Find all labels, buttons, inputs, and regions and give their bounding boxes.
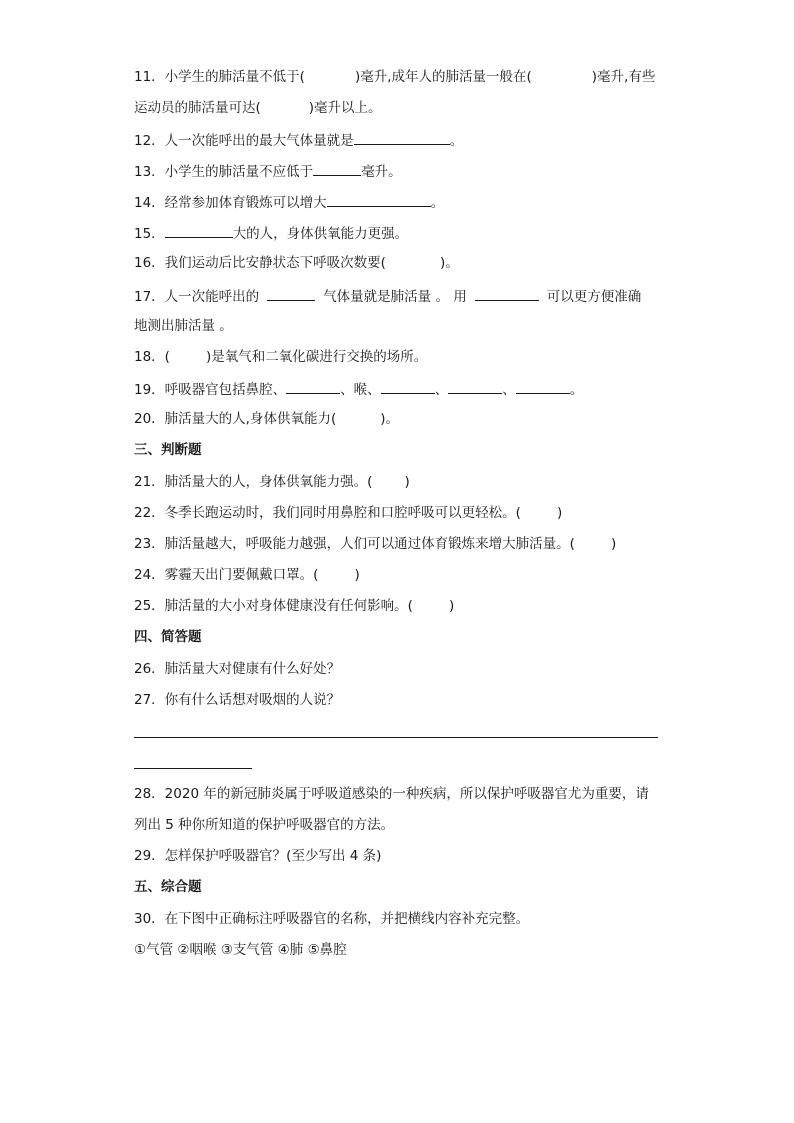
question-15-number: 15． xyxy=(134,226,165,242)
section-heading-judgement: 三、判断题 xyxy=(134,442,202,458)
question-11-text-d: 运动员的肺活量可达( xyxy=(134,100,261,116)
question-20-text: 20．肺活量大的人,身体供氧能力( xyxy=(134,411,337,427)
question-12 xyxy=(134,130,463,150)
answer-underline[interactable] xyxy=(516,379,570,394)
question-11-line-1 xyxy=(134,68,655,86)
answer-underline[interactable] xyxy=(327,192,431,207)
question-20 xyxy=(134,410,399,428)
question-17-text-b: 气体量就是肺活量 。 用 xyxy=(323,289,467,305)
answer-underline[interactable] xyxy=(381,379,435,394)
question-22-text: 22．冬季长跑运动时，我们同时用鼻腔和口腔呼吸可以更轻松。( xyxy=(134,505,521,521)
answer-underline[interactable] xyxy=(313,161,361,176)
question-19-text: 19．呼吸器官包括鼻腔、 xyxy=(134,382,287,398)
question-19-sep-2: 、 xyxy=(434,382,449,398)
question-24-end: ) xyxy=(354,567,360,583)
answer-underline[interactable] xyxy=(354,130,450,145)
question-25 xyxy=(134,597,454,615)
answer-underline[interactable] xyxy=(165,223,233,238)
question-19-sep-1: 、喉、 xyxy=(340,382,381,398)
question-26: 26．肺活量大对健康有什么好处？ xyxy=(134,661,341,677)
answer-underline[interactable] xyxy=(267,286,315,301)
question-15 xyxy=(134,223,408,243)
answer-underline[interactable] xyxy=(475,286,539,301)
question-14-end: 。 xyxy=(430,195,445,211)
question-13 xyxy=(134,161,402,181)
answer-underline[interactable] xyxy=(286,379,340,394)
question-11-text-a: 11．小学生的肺活量不低于( xyxy=(134,69,305,85)
question-11-text-c: )毫升,有些 xyxy=(591,69,656,85)
question-23 xyxy=(134,535,616,553)
question-28-line-2: 列出 5 种你所知道的保护呼吸器官的方法。 xyxy=(134,817,395,833)
question-17-line-2 xyxy=(134,317,233,335)
question-11-text-e: )毫升以上。 xyxy=(308,100,382,116)
question-18-text: )是氧气和二氧化碳进行交换的场所。 xyxy=(205,349,428,365)
question-19-sep-3: 、 xyxy=(502,382,516,398)
section-heading-short-answer: 四、简答题 xyxy=(134,629,202,645)
question-22 xyxy=(134,504,562,522)
question-30: 30．在下图中正确标注呼吸器官的名称，并把横线内容补充完整。 xyxy=(134,911,530,927)
question-22-end: ) xyxy=(556,505,563,521)
question-17-text-d: 地测出肺活量 。 xyxy=(134,318,233,334)
question-17-text-a: 17．人一次能呼出的 xyxy=(134,289,260,305)
question-17-line-1 xyxy=(134,286,641,306)
answer-underline[interactable] xyxy=(448,379,502,394)
question-15-text: 大的人，身体供氧能力更强。 xyxy=(232,226,409,242)
question-20-end: )。 xyxy=(380,411,400,427)
question-23-text: 23．肺活量越大，呼吸能力越强，人们可以通过体育锻炼来增大肺活量。( xyxy=(134,536,575,552)
question-12-text: 12．人一次能呼出的最大气体量就是 xyxy=(134,133,354,149)
question-18 xyxy=(134,348,427,366)
question-16-end: )。 xyxy=(439,255,459,271)
question-13-end: 毫升。 xyxy=(361,164,402,180)
question-24 xyxy=(134,566,360,584)
question-14-text: 14．经常参加体育锻炼可以增大 xyxy=(134,195,327,211)
question-18-number: 18．( xyxy=(134,349,170,365)
question-25-end: ) xyxy=(448,598,455,614)
question-24-text: 24．雾霾天出门要佩戴口罩。( xyxy=(134,567,319,583)
question-16 xyxy=(134,254,459,272)
question-13-text: 13．小学生的肺活量不应低于 xyxy=(134,164,314,180)
question-14 xyxy=(134,192,444,212)
question-16-text: 16．我们运动后比安静状态下呼吸次数要( xyxy=(134,255,386,271)
question-19 xyxy=(134,379,583,399)
question-23-end: ) xyxy=(610,536,617,552)
answer-line[interactable] xyxy=(134,737,658,738)
question-12-end: 。 xyxy=(449,133,464,149)
question-17-text-c: 可以更方便准确 xyxy=(546,289,642,305)
question-19-end: 。 xyxy=(569,382,584,398)
question-27: 27．你有什么话想对吸烟的人说？ xyxy=(134,692,341,708)
question-25-text: 25．肺活量的大小对身体健康没有任何影响。( xyxy=(134,598,413,614)
section-heading-comprehensive: 五、综合题 xyxy=(134,879,202,895)
question-21-end: ) xyxy=(404,474,410,490)
question-30-options: ①气管 ②咽喉 ③支气管 ④肺 ⑤鼻腔 xyxy=(134,942,347,958)
answer-line[interactable] xyxy=(134,768,252,769)
question-11-line-2 xyxy=(134,99,382,117)
question-21-text: 21．肺活量大的人，身体供氧能力强。( xyxy=(134,474,373,490)
question-11-text-b: )毫升,成年人的肺活量一般在( xyxy=(354,69,532,85)
question-28-line-1: 28．2020 年的新冠肺炎属于呼吸道感染的一种疾病，所以保护呼吸器官尤为重要，请 xyxy=(134,786,649,802)
question-29: 29．怎样保护呼吸器官？(至少写出 4 条) xyxy=(134,848,382,864)
question-21 xyxy=(134,473,410,491)
